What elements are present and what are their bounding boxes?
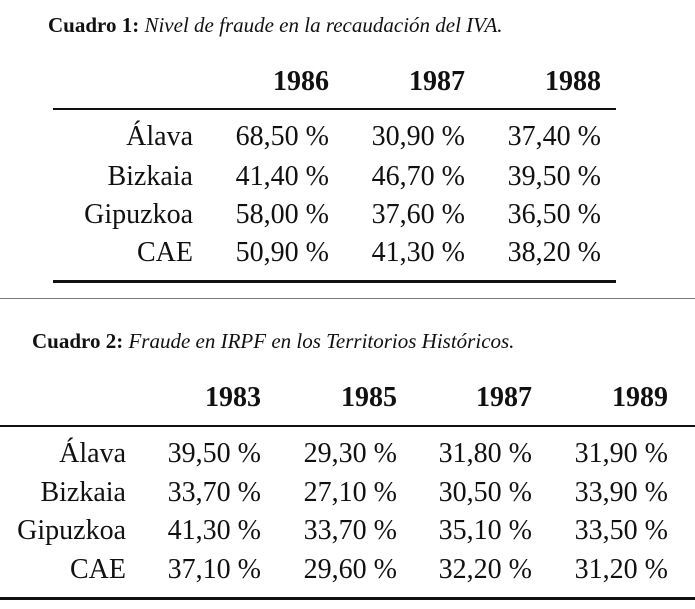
table2-row-label: Álava xyxy=(59,438,126,469)
table1-row-label: Álava xyxy=(126,121,193,152)
table2-header-1985: 1985 xyxy=(341,382,397,413)
table2-row-label: Bizkaia xyxy=(40,477,126,508)
table2-cell: 31,20 % xyxy=(574,554,668,585)
table1-cell: 41,40 % xyxy=(235,161,329,192)
table1-cell: 39,50 % xyxy=(507,161,601,192)
table2-cell: 29,60 % xyxy=(303,554,397,585)
section-divider xyxy=(0,298,695,299)
table2-bottom-rule xyxy=(0,597,695,600)
table1-row-label: Gipuzkoa xyxy=(84,199,193,230)
table1-header-1986: 1986 xyxy=(273,66,329,97)
table1-header-rule xyxy=(53,108,616,110)
table2-cell: 33,90 % xyxy=(574,477,668,508)
table2-caption-text: Fraude en IRPF en los Territorios Históricos. xyxy=(128,329,515,353)
table2-cell: 33,70 % xyxy=(303,515,397,546)
table2-cell: 31,90 % xyxy=(574,438,668,469)
table1-header-1987: 1987 xyxy=(409,66,465,97)
table1-caption-text: Nivel de fraude en la recaudación del IVA. xyxy=(144,13,503,37)
table1-caption-label: Cuadro 1: xyxy=(48,13,140,37)
table2-cell: 37,10 % xyxy=(167,554,261,585)
table1-bottom-rule xyxy=(53,280,616,283)
table1-caption xyxy=(48,15,503,36)
table1-cell: 37,40 % xyxy=(507,121,601,152)
table2-cell: 32,20 % xyxy=(438,554,532,585)
table2-row-label: Gipuzkoa xyxy=(17,515,126,546)
table2-header-rule xyxy=(0,425,695,427)
table2-caption-label: Cuadro 2: xyxy=(32,329,124,353)
table1-cell: 50,90 % xyxy=(235,237,329,268)
table2-cell: 39,50 % xyxy=(167,438,261,469)
table1-cell: 58,00 % xyxy=(235,199,329,230)
table1-row-label: Bizkaia xyxy=(107,161,193,192)
table1-header-1988: 1988 xyxy=(545,66,601,97)
table2-cell: 29,30 % xyxy=(303,438,397,469)
table2-header-1989: 1989 xyxy=(612,382,668,413)
table2-cell: 30,50 % xyxy=(438,477,532,508)
table1-cell: 37,60 % xyxy=(371,199,465,230)
table1-cell: 46,70 % xyxy=(371,161,465,192)
table2-cell: 27,10 % xyxy=(303,477,397,508)
table2-caption xyxy=(32,331,514,352)
table2-row-label: CAE xyxy=(70,554,126,585)
table1-row-label: CAE xyxy=(137,237,193,268)
table1-cell: 38,20 % xyxy=(507,237,601,268)
table1-cell: 36,50 % xyxy=(507,199,601,230)
table1-cell: 41,30 % xyxy=(371,237,465,268)
table2-cell: 33,50 % xyxy=(574,515,668,546)
table1-cell: 68,50 % xyxy=(235,121,329,152)
table2-header-1983: 1983 xyxy=(205,382,261,413)
table2-cell: 41,30 % xyxy=(167,515,261,546)
table2-cell: 31,80 % xyxy=(438,438,532,469)
table2-cell: 35,10 % xyxy=(438,515,532,546)
table2-header-1987: 1987 xyxy=(476,382,532,413)
table2-cell: 33,70 % xyxy=(167,477,261,508)
table1-cell: 30,90 % xyxy=(371,121,465,152)
